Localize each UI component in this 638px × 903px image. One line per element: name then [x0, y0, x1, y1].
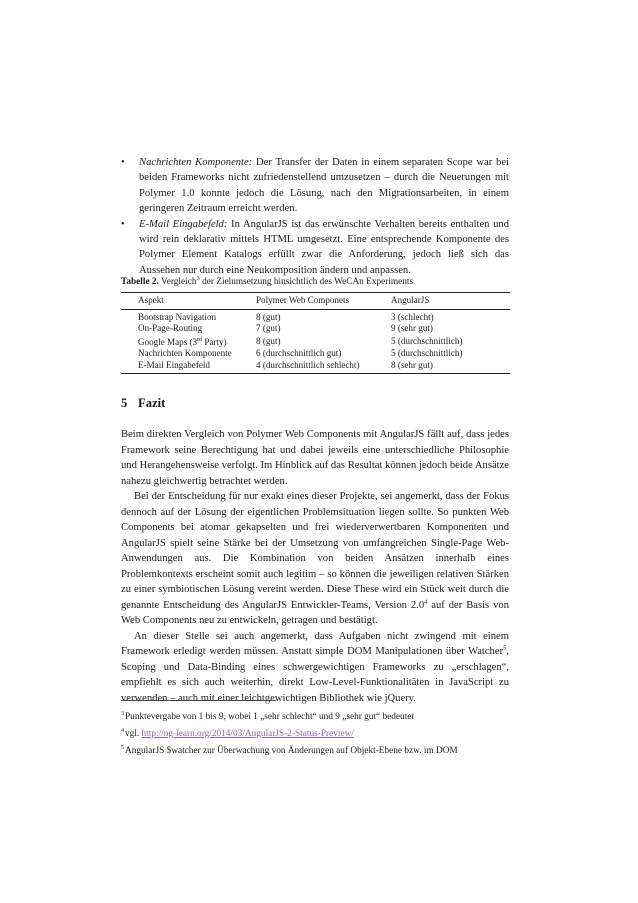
- footnote-ref: 4: [424, 597, 428, 605]
- bullet-item: [121, 217, 509, 279]
- bullet-marker: •: [121, 157, 125, 168]
- footnote-ref: 3: [196, 275, 200, 282]
- column-header-polymer: Polymer Web Componets: [256, 295, 350, 305]
- table-cell: 8 (gut): [256, 311, 281, 322]
- table-caption-text: Vergleich: [161, 277, 197, 288]
- bullet-term: E-Mail Eingabefeld:: [139, 218, 228, 230]
- table-cell: On-Page-Routing: [138, 323, 203, 334]
- comparison-table: [121, 292, 510, 374]
- bullet-list: [121, 155, 509, 278]
- bullet-text: Der Transfer der Daten in einem separaten Scope war bei beiden Frameworks nicht zufriedenstellend umzusetzen – durch die Neuerungen mit Polymer 1.0 konnte jedoch die Lösung, nach den Migrationsarbeiten, in einem geringeren Zeitraum erreicht werden.: [139, 157, 510, 215]
- bullet-text: In AngularJS ist das erwünschte Verhalten bereits enthalten und wird rein deklarativ mittels HTML umgesetzt. Eine entsprechende Komponente des Polymer Element Katalogs erfüllt zwar die Anforderung, jedoch ließ sich das Aussehen nur durch eine Neukomposition ändern und anpassen.: [139, 218, 510, 276]
- section-title: Fazit: [138, 396, 166, 410]
- table-cell: 8 (sehr gut): [391, 360, 433, 370]
- column-header-angular: AngularJS: [391, 295, 430, 305]
- table-cell: 7 (gut): [256, 323, 281, 334]
- paragraph: Bei der Entscheidung für nur exakt eines dieser Projekte, sei angemerkt, dass der Fokus dennoch auf der Lösung der eigentlichen Problemsituation liegen sollte. So punkten Web Components bei atomar gekapselten und frei wiederverwertbaren Komponenten und AngularJS spielt seine Stärke bei der Umsetzung von umfangreichen Single-Page Web-Anwendungen aus. Die Kombination von beiden Ansätzen innerhalb eines Problemkontexts erscheint somit auch legitim – so können die jeweiligen relativen Stärken zu einer symbiotischen Lösung vereint werden. Diese These wird ein Stück weit durch die genannte Entscheidung des AngularJS Entwickler-Teams, Version $2.0^4$ auf der Basis von Web Components neu zu entwickeln, getragen und bestätigt.: [121, 491, 510, 626]
- table-row: [121, 360, 510, 373]
- table-row: [121, 348, 510, 360]
- table-cell: 6 (durchschnittlich gut): [256, 348, 342, 359]
- table-cell: 5 (durchschnittlich): [391, 335, 463, 346]
- table-cell: Google Maps (3rd Party): [138, 336, 227, 347]
- paragraph: An dieser Stelle sei auch angemerkt, dass Aufgaben nicht zwingend mit einem Framework erledigt werden müssen. Anstatt simple DOM Manipulationen über Watcher$^5$, Scoping und Data-Binding eines schwergewichtigen Frameworks zu „erschlagen“, empfiehlt es sich auch weiterhin, direkt Low-Level-Funktionalitäten in JavaScript zu verwenden – auch mit einer leichtgewichtigen Bibliothek wie jQuery.: [121, 630, 509, 704]
- bullet-marker: •: [121, 218, 125, 230]
- table-cell: 9 (sehr gut): [391, 323, 433, 334]
- table-row: [121, 335, 510, 349]
- table-cell: 8 (gut): [256, 335, 281, 346]
- footnote-ref: 5: [503, 644, 507, 652]
- table-cell: Bootstrap Navigation: [138, 311, 217, 322]
- table-cell: Nachrichten Komponente: [138, 348, 232, 359]
- bullet-term: Nachrichten Komponente:: [139, 157, 253, 168]
- footnote: $^3$Punktevergabe von 1 bis 9, wobei 1 „sehr schlecht“ und 9 „sehr gut“ bedeutet: [121, 711, 414, 723]
- column-header-aspect: Aspekt: [138, 295, 164, 305]
- table-header-row: [121, 293, 510, 310]
- table-cell: 3 (schlecht): [391, 311, 434, 322]
- table-caption-label: Tabelle 2.: [121, 277, 159, 288]
- paragraph: Beim direkten Vergleich von Polymer Web Components mit AngularJS fällt auf, dass jedes Framework seine Berechtigung hat und dabei jeweils eine unterschiedliche Philosophie und Herangehensweise verfolgt. Im Hinblick auf das Resultat können jedoch beide Ansätze nahezu gleichwertig betrachtet werden.: [121, 429, 509, 487]
- footnote: $^4$vgl. http://ng-learn.org/2014/03/AngularJS-2-Status-Preview/: [121, 727, 354, 739]
- table-cell: 4 (durchschnittlich schlecht): [256, 360, 360, 370]
- table-cell: E-Mail Eingabefeld: [138, 360, 210, 370]
- footnote-link[interactable]: http://ng-learn.org/2014/03/AngularJS-2-Status-Preview/: [141, 728, 354, 739]
- table-row: [121, 323, 510, 335]
- table-caption-text: der Zielumsetzung hinsichtlich des WeCAn Experiments: [199, 277, 414, 288]
- table-cell: 5 (durchschnittlich): [391, 348, 463, 359]
- footnote: $^5$AngularJS $watcher zur Überwachung von Änderungen auf Objekt-Ebene bzw. im DOM: [121, 744, 458, 756]
- bullet-item: [121, 155, 509, 217]
- footnotes: [121, 708, 521, 758]
- section-heading: [121, 396, 165, 411]
- footnote-divider: [121, 700, 276, 701]
- table-row: [121, 309, 510, 323]
- table-caption: [121, 272, 521, 289]
- section-number: 5: [121, 396, 128, 410]
- section-body: [121, 427, 509, 706]
